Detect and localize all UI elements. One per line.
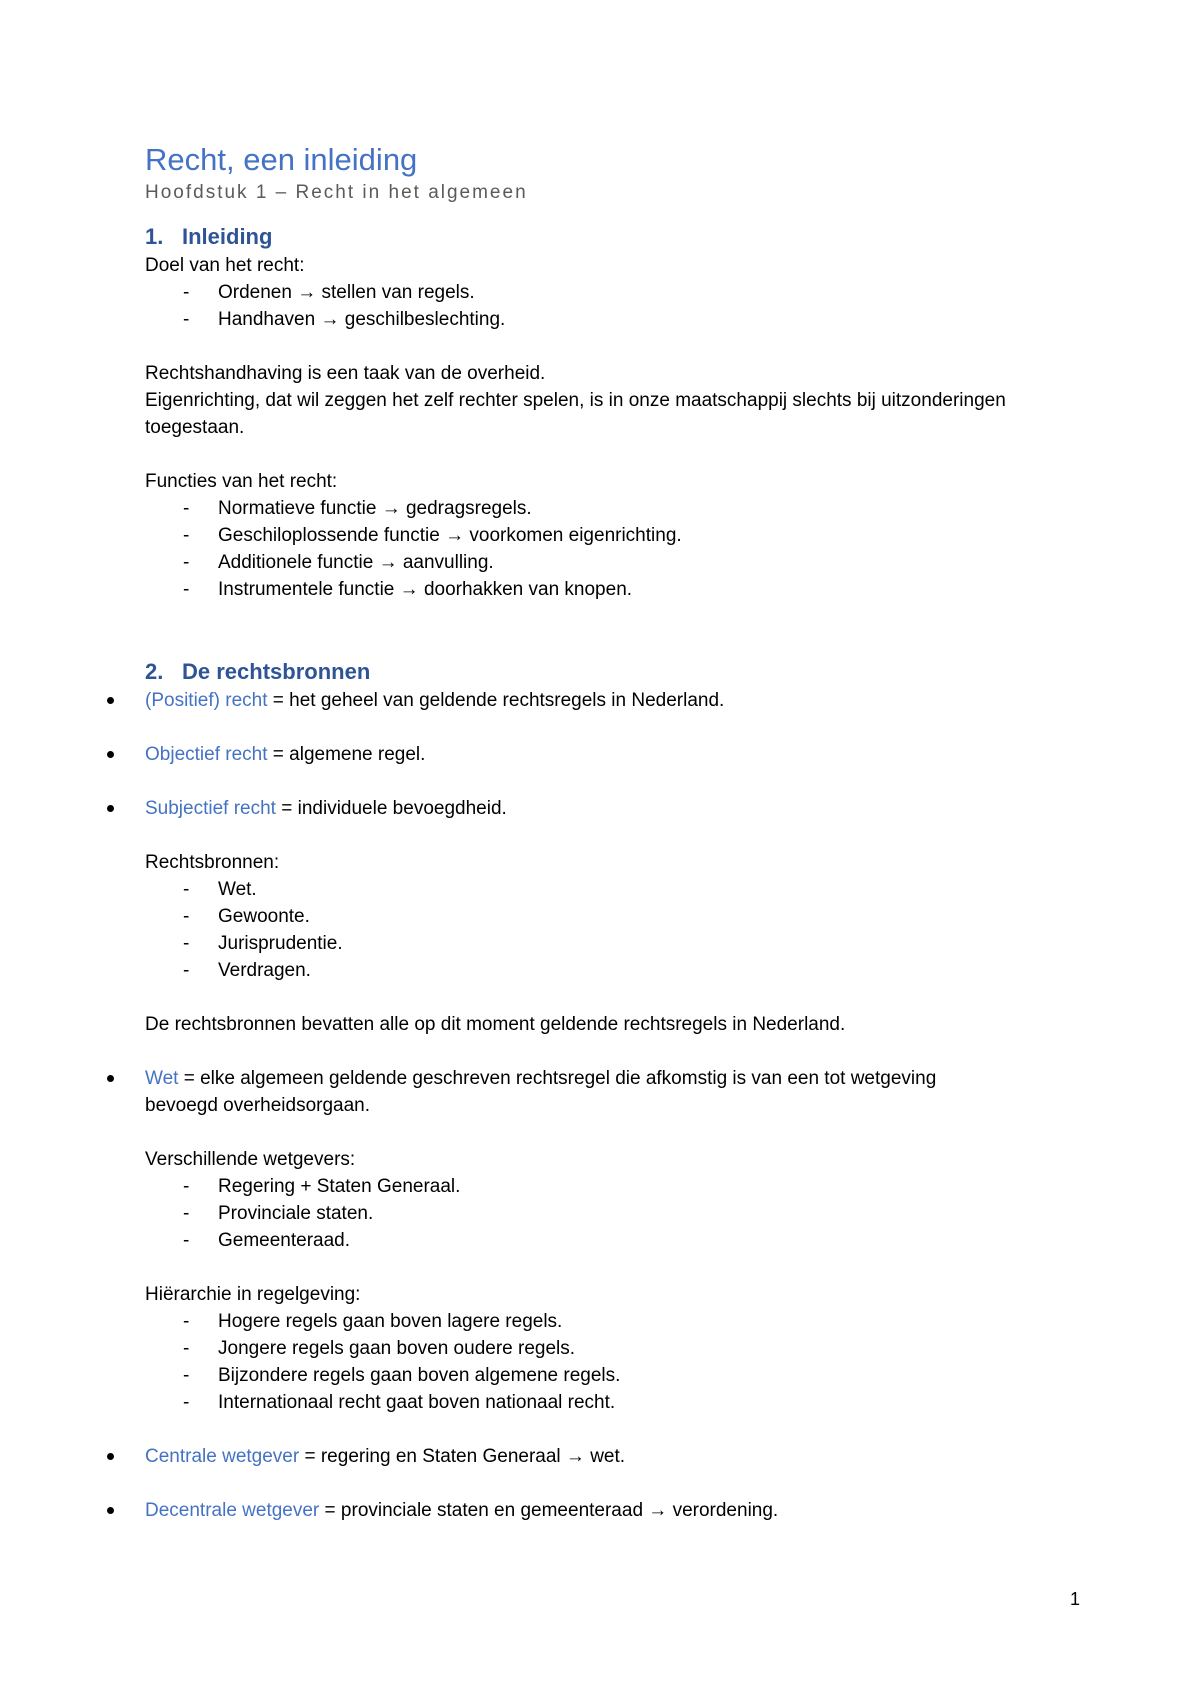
list-item: - Handhaven → geschilbeslechting. [183, 309, 506, 330]
list-item: - Gemeenteraad. [183, 1230, 351, 1251]
paragraph: Eigenrichting, dat wil zeggen het zelf rechter spelen, is in onze maatschappij slechts bij uitzonderingen [145, 390, 1006, 411]
paragraph: Rechtshandhaving is een taak van de overheid. [145, 363, 546, 384]
functies-list [145, 495, 1075, 603]
list-item: - Hogere regels gaan boven lagere regels. [183, 1311, 563, 1332]
arrow-right-icon: → [378, 552, 398, 573]
doel-list [145, 279, 1075, 333]
arrow-right-icon: → [565, 1446, 585, 1467]
list-item: - Regering + Staten Generaal. [183, 1176, 461, 1197]
list-item: - Ordenen → stellen van regels. [183, 282, 475, 303]
paragraph: toegestaan. [145, 417, 245, 438]
list-item: - Verdragen. [183, 960, 311, 981]
list-item: - Additionele functie → aanvulling. [183, 552, 494, 573]
functies-label: Functies van het recht: [145, 471, 338, 492]
document-body [145, 140, 1075, 1524]
list-item: - Gewoonte. [183, 906, 310, 927]
section-title: De rechtsbronnen [182, 659, 371, 684]
list-item: - Geschiloplossende functie → voorkomen eigenrichting. [183, 525, 682, 546]
list-item: - Provinciale staten. [183, 1203, 374, 1224]
term: Subjectief recht [145, 798, 276, 819]
list-item: - Jongere regels gaan boven oudere regels. [183, 1338, 576, 1359]
bullet-dot-icon [107, 1507, 114, 1514]
bullet-dot-icon [107, 1453, 114, 1460]
bullet-item: Subjectief recht = individuele bevoegdheid. [145, 795, 1075, 822]
term: Centrale wetgever [145, 1446, 300, 1467]
list-item: - Jurisprudentie. [183, 933, 343, 954]
bullet-item: Wet = elke algemeen geldende geschreven rechtsregel die afkomstig is van een tot wetgeving [145, 1065, 1075, 1092]
rechtsbronnen-label: Rechtsbronnen: [145, 852, 280, 873]
bullet-dot-icon [107, 805, 114, 812]
document-subtitle: Hoofdstuk 1 – Recht in het algemeen [145, 182, 528, 203]
bullet-item: Objectief recht = algemene regel. [145, 741, 1075, 768]
list-item: - Bijzondere regels gaan boven algemene regels. [183, 1365, 621, 1386]
section-heading-rechtsbronnen [145, 657, 1075, 687]
page-number: 1 [1069, 1589, 1080, 1609]
bullet-item: (Positief) recht = het geheel van geldende rechtsregels in Nederland. [145, 687, 1075, 714]
section-heading-inleiding [145, 222, 1075, 252]
hierarchie-list [145, 1308, 1075, 1416]
bullet-item: Decentrale wetgever = provinciale staten en gemeenteraad → verordening. [145, 1497, 1075, 1524]
hierarchie-label: Hiërarchie in regelgeving: [145, 1284, 361, 1305]
bullet-dot-icon [107, 1075, 114, 1082]
term: Objectief recht [145, 744, 268, 765]
arrow-right-icon: → [445, 525, 465, 546]
section-number: 2. [145, 659, 164, 684]
bullet-dot-icon [107, 751, 114, 758]
rechtsbronnen-list [145, 876, 1075, 984]
section-title: Inleiding [182, 224, 273, 249]
list-item: - Instrumentele functie → doorhakken van knopen. [183, 579, 633, 600]
arrow-right-icon: → [320, 309, 340, 330]
bullet-item: Centrale wetgever = regering en Staten Generaal → wet. [145, 1443, 1075, 1470]
arrow-right-icon: → [297, 282, 317, 303]
paragraph: De rechtsbronnen bevatten alle op dit moment geldende rechtsregels in Nederland. [145, 1014, 846, 1035]
doel-label: Doel van het recht: [145, 255, 305, 276]
bullet-dot-icon [107, 697, 114, 704]
term: (Positief) recht [145, 690, 268, 711]
list-item: - Normatieve functie → gedragsregels. [183, 498, 532, 519]
wetgevers-label: Verschillende wetgevers: [145, 1149, 356, 1170]
paragraph: bevoegd overheidsorgaan. [145, 1095, 371, 1116]
arrow-right-icon: → [399, 579, 419, 600]
arrow-right-icon: → [648, 1500, 668, 1521]
list-item: - Internationaal recht gaat boven nationaal recht. [183, 1392, 616, 1413]
wetgevers-list [145, 1173, 1075, 1254]
arrow-right-icon: → [381, 498, 401, 519]
section-number: 1. [145, 224, 164, 249]
document-title: Recht, een inleiding [145, 142, 418, 177]
term: Decentrale wetgever [145, 1500, 320, 1521]
term: Wet [145, 1068, 179, 1089]
list-item: - Wet. [183, 879, 257, 900]
